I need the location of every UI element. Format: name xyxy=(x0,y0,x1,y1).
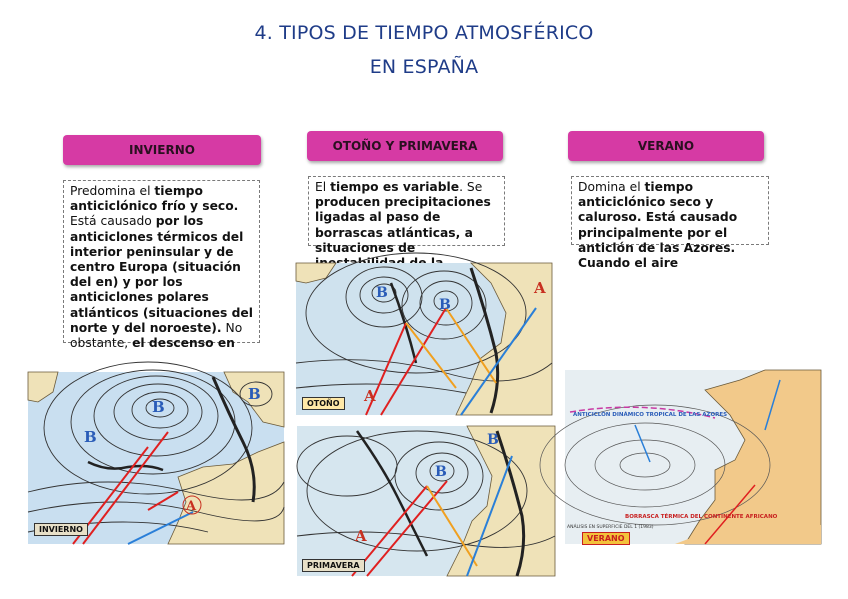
otono-weather-map xyxy=(296,263,552,415)
invierno-header xyxy=(63,135,261,165)
svg-text:B: B xyxy=(376,285,388,301)
borrasca-annotation: BORRASCA TÉRMICA DEL CONTINENTE AFRICANO xyxy=(625,514,778,520)
otono-text-p2: . Se xyxy=(459,180,483,194)
invierno-text-b2: por los anticiclones térmicos del interior peninsular y de centro Europa (situación del en) y por los anticiclones polares atlánticos (situaciones del norte y del noroeste). xyxy=(70,214,253,335)
invierno-text-b1: tiempo anticiclónico frío y seco. xyxy=(70,184,239,214)
primavera-map-label: PRIMAVERA xyxy=(302,559,365,572)
otono-map-label: OTOÑO xyxy=(302,397,345,410)
svg-text:B: B xyxy=(152,398,165,416)
svg-text:A: A xyxy=(364,387,376,405)
svg-text:B: B xyxy=(435,464,447,480)
svg-text:B: B xyxy=(487,432,499,448)
svg-text:B: B xyxy=(84,428,97,446)
svg-text:B: B xyxy=(439,297,451,313)
azores-annotation: ANTICICLÓN DINÁMICO TROPICAL DE LAS AZORES xyxy=(573,412,728,418)
svg-text:A: A xyxy=(534,279,546,297)
primavera-weather-map xyxy=(297,426,555,576)
svg-text:A: A xyxy=(355,527,367,545)
verano-map-label: VERANO xyxy=(582,532,630,545)
page-title-line2: EN ESPAÑA xyxy=(369,56,479,78)
otono-text-b1: tiempo es variable xyxy=(330,180,460,194)
otono-description xyxy=(308,176,505,255)
invierno-description xyxy=(63,180,260,351)
svg-text:A: A xyxy=(186,499,197,514)
verano-header-label: VERANO xyxy=(637,139,695,153)
analisis-annotation: ANÁLISIS EN SUPERFICIE DEL 1 (1983) xyxy=(567,525,654,530)
otono-text-b2: producen precipitaciones ligadas al paso de borrascas atlánticas, a situaciones de xyxy=(315,195,491,255)
invierno-map-label: INVIERNO xyxy=(34,523,88,536)
verano-text-p1: Domina el xyxy=(578,180,645,194)
verano-weather-map xyxy=(565,370,821,544)
verano-description xyxy=(571,176,769,271)
invierno-header-label: INVIERNO xyxy=(129,143,195,157)
invierno-text-p3: No obstante, xyxy=(70,320,243,351)
invierno-text-p2: Está causado xyxy=(70,214,156,229)
invierno-text-p1: Predomina el xyxy=(70,184,155,198)
otono-text-p1: El xyxy=(315,180,331,194)
otono-primavera-header-label: OTOÑO Y PRIMAVERA xyxy=(332,139,478,153)
invierno-weather-map xyxy=(28,372,284,544)
verano-text-b1: tiempo anticiclónico seco y caluroso. Está causado principalmente por el anticlón de las Azores. Cuando el aire xyxy=(578,180,738,271)
page-title-line1: 4. TIPOS DE TIEMPO ATMOSFÉRICO xyxy=(254,22,594,44)
svg-text:B: B xyxy=(248,385,261,403)
invierno-text-b3: el descenso en xyxy=(132,336,235,351)
verano-header xyxy=(568,131,764,161)
otono-primavera-header xyxy=(307,131,503,161)
